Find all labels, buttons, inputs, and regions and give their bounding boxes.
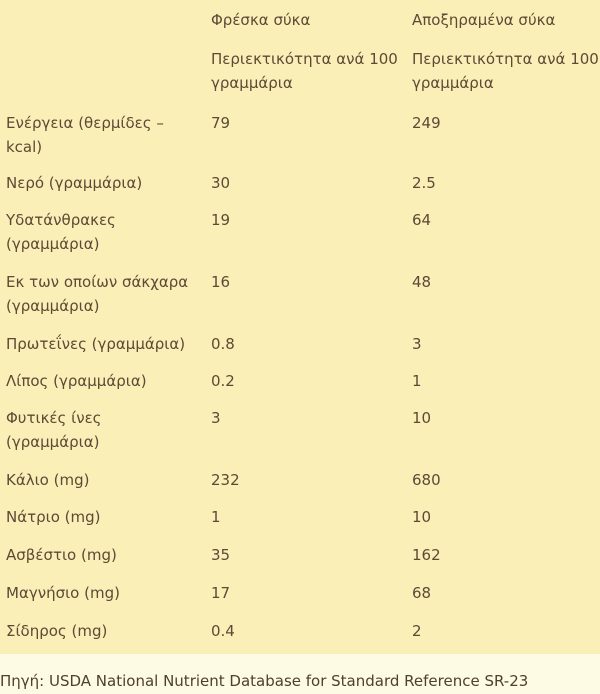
column-header-dried: Αποξηραμένα σύκα [412, 11, 556, 29]
row-label: Υδατάνθρακες (γραμμάρια) [6, 211, 116, 253]
value-fresh: 19 [211, 211, 231, 229]
table-row [0, 468, 600, 505]
value-fresh: 0.8 [211, 335, 235, 353]
value-fresh: 1 [211, 508, 221, 526]
table-row [0, 270, 600, 332]
value-fresh: 79 [211, 114, 231, 132]
value-dried: 10 [412, 508, 432, 526]
value-dried: 10 [412, 409, 432, 427]
table-unit-row [0, 40, 600, 111]
row-label: Σίδηρος (mg) [6, 622, 108, 640]
table-row [0, 332, 600, 369]
row-label: Λίπος (γραμμάρια) [6, 372, 147, 390]
row-label: Πρωτεΐνες (γραμμάρια) [6, 335, 186, 353]
row-label: Εκ των οποίων σάκχαρα (γραμμάρια) [6, 273, 189, 315]
value-dried: 2 [412, 622, 422, 640]
value-fresh: 30 [211, 174, 231, 192]
value-fresh: 3 [211, 409, 221, 427]
table-header-row [0, 0, 600, 40]
value-fresh: 232 [211, 471, 240, 489]
table-row [0, 406, 600, 468]
table-row [0, 208, 600, 270]
value-dried: 162 [412, 546, 441, 564]
unit-empty-cell [0, 40, 203, 111]
row-label: Φυτικές ίνες (γραμμάρια) [6, 409, 102, 451]
table-row [0, 581, 600, 619]
value-dried: 249 [412, 114, 441, 132]
row-label: Κάλιο (mg) [6, 471, 90, 489]
unit-header-fresh: Περιεκτικότητα ανά 100 γραμμάρια [211, 50, 398, 92]
value-fresh: 16 [211, 273, 231, 291]
source-note: Πηγή: USDA National Nutrient Database for Standard Reference SR-23 [0, 671, 600, 691]
value-dried: 680 [412, 471, 441, 489]
value-dried: 2.5 [412, 174, 436, 192]
value-fresh: 0.2 [211, 372, 235, 390]
header-empty-cell [0, 0, 203, 40]
unit-header-dried: Περιεκτικότητα ανά 100 γραμμάρια [412, 50, 599, 92]
table-row [0, 619, 600, 654]
column-header-fresh: Φρέσκα σύκα [211, 11, 311, 29]
table-row [0, 111, 600, 171]
value-dried: 64 [412, 211, 432, 229]
value-fresh: 35 [211, 546, 231, 564]
value-dried: 48 [412, 273, 432, 291]
table-row [0, 171, 600, 208]
table-row [0, 369, 600, 406]
value-dried: 1 [412, 372, 422, 390]
row-label: Μαγνήσιο (mg) [6, 584, 120, 602]
value-dried: 68 [412, 584, 432, 602]
row-label: Νάτριο (mg) [6, 508, 101, 526]
row-label: Ενέργεια (θερμίδες – kcal) [6, 114, 164, 156]
value-fresh: 17 [211, 584, 231, 602]
table-row [0, 505, 600, 543]
row-label: Ασβέστιο (mg) [6, 546, 117, 564]
value-fresh: 0.4 [211, 622, 235, 640]
table-row [0, 543, 600, 581]
row-label: Νερό (γραμμάρια) [6, 174, 143, 192]
value-dried: 3 [412, 335, 422, 353]
